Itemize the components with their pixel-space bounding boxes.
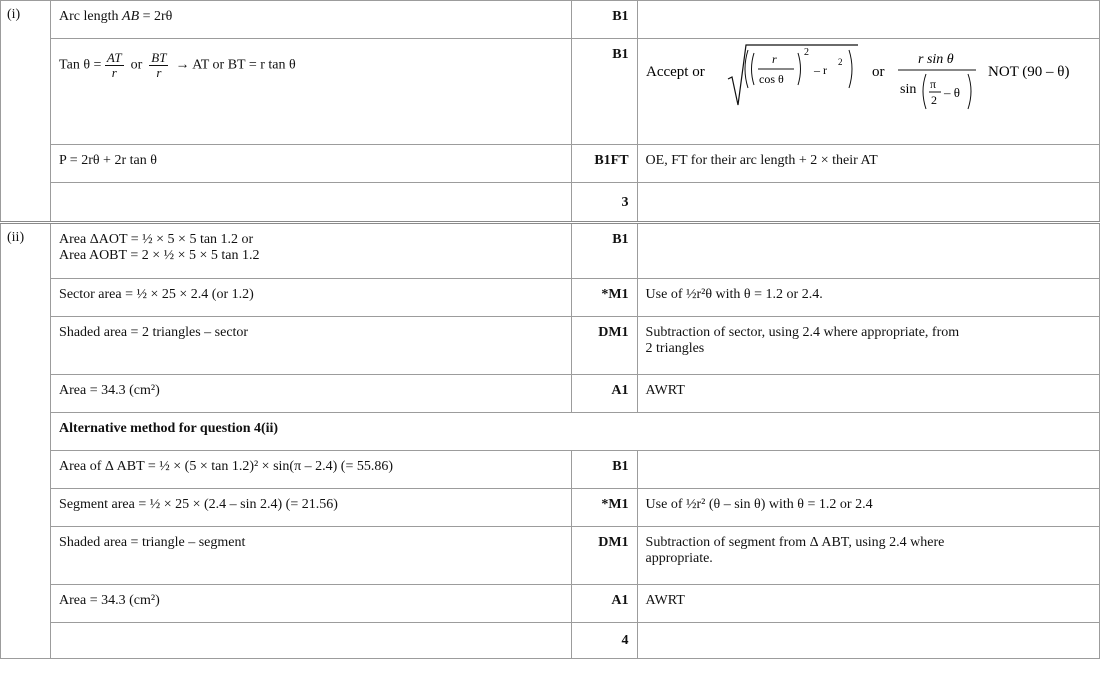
paren-right bbox=[968, 74, 971, 109]
paren-right bbox=[849, 50, 852, 88]
mark-cell: B1 bbox=[571, 39, 637, 145]
guidance-cell bbox=[637, 623, 1099, 659]
mark-cell: B1 bbox=[571, 1, 637, 39]
answer-text-rest: = 2rθ bbox=[139, 9, 173, 24]
answer-cell: Area = 34.3 (cm²) bbox=[51, 585, 571, 623]
minus-theta: – θ bbox=[943, 85, 960, 100]
guidance-cell: AWRT bbox=[637, 375, 1099, 413]
answer-cell: Area of Δ ABT = ½ × (5 × tan 1.2)² × sin(π – 2.4) (= 55.86) bbox=[51, 451, 571, 489]
paren-left bbox=[923, 74, 926, 109]
answer-line: Area AOBT = 2 × ½ × 5 × 5 tan 1.2 bbox=[59, 248, 260, 263]
table-row bbox=[1, 489, 1100, 527]
sqrt-sup: 2 bbox=[803, 47, 809, 58]
answer-cell bbox=[51, 39, 571, 145]
fraction-at-over-r bbox=[105, 51, 124, 80]
or-text: or bbox=[871, 64, 885, 80]
answer-cell: Segment area = ½ × 25 × (2.4 – sin 2.4) (= 21.56) bbox=[51, 489, 571, 527]
paren-inner-right bbox=[798, 53, 801, 85]
two-text: 2 bbox=[930, 93, 937, 107]
answer-text: Tan θ = bbox=[59, 57, 102, 73]
table-row bbox=[1, 1, 1100, 39]
sqrt-fraction-den: cos θ bbox=[758, 72, 784, 86]
mark-cell: A1 bbox=[571, 375, 637, 413]
mark-cell: *M1 bbox=[571, 489, 637, 527]
fraction-denominator: r bbox=[149, 65, 168, 80]
not-text: NOT (90 – θ) bbox=[987, 64, 1070, 80]
mark-cell: B1 bbox=[571, 451, 637, 489]
table-row bbox=[1, 451, 1100, 489]
mark-cell: B1 bbox=[571, 223, 637, 279]
alternative-method-heading: Alternative method for question 4(ii) bbox=[51, 413, 1100, 451]
answer-cell bbox=[51, 623, 571, 659]
answer-text-rest: → AT or BT = r tan θ bbox=[175, 57, 296, 73]
guidance-cell: OE, FT for their arc length + 2 × their AT bbox=[637, 145, 1099, 183]
sin-text: sin bbox=[899, 82, 916, 97]
guidance-cell bbox=[637, 317, 1099, 375]
mark-cell: DM1 bbox=[571, 527, 637, 585]
sqrt-sign bbox=[728, 45, 858, 105]
answer-cell: Shaded area = triangle – segment bbox=[51, 527, 571, 585]
guidance-line: 2 triangles bbox=[645, 341, 705, 356]
fraction-numerator: BT bbox=[151, 50, 167, 65]
table-row bbox=[1, 623, 1100, 659]
part-label-ii: (ii) bbox=[1, 223, 51, 659]
guidance-cell bbox=[637, 39, 1099, 145]
answer-var: AB bbox=[122, 9, 140, 24]
mark-cell: *M1 bbox=[571, 279, 637, 317]
guidance-line: Subtraction of sector, using 2.4 where appropriate, from bbox=[645, 325, 960, 340]
guidance-cell: AWRT bbox=[637, 585, 1099, 623]
table-row bbox=[1, 223, 1100, 279]
mark-cell: B1FT bbox=[571, 145, 637, 183]
part-label-i: (i) bbox=[1, 1, 51, 223]
sqrt-fraction-num: r bbox=[771, 52, 777, 66]
table-row bbox=[1, 279, 1100, 317]
answer-cell: Shaded area = 2 triangles – sector bbox=[51, 317, 571, 375]
table-row bbox=[1, 375, 1100, 413]
table-row bbox=[1, 413, 1100, 451]
guidance-cell bbox=[637, 1, 1099, 39]
paren-inner-left bbox=[751, 53, 754, 85]
answer-cell bbox=[51, 1, 571, 39]
table-row bbox=[1, 585, 1100, 623]
answer-cell: P = 2rθ + 2r tan θ bbox=[51, 145, 571, 183]
sqrt-minus-sup: 2 bbox=[837, 57, 843, 67]
table-row bbox=[1, 317, 1100, 375]
mark-cell: A1 bbox=[571, 585, 637, 623]
paren-left bbox=[745, 50, 748, 88]
total-mark-cell: 4 bbox=[571, 623, 637, 659]
sqrt-minus-r: – r bbox=[813, 63, 827, 77]
rsin-numerator: r sin θ bbox=[917, 52, 954, 67]
answer-cell: Area = 34.3 (cm²) bbox=[51, 375, 571, 413]
total-mark-cell: 3 bbox=[571, 183, 637, 223]
guidance-line: Subtraction of segment from Δ ABT, using 2.4 where bbox=[645, 535, 945, 550]
guidance-line: appropriate. bbox=[645, 551, 713, 566]
pi-text: π bbox=[929, 77, 936, 91]
guidance-cell bbox=[637, 527, 1099, 585]
guidance-cell: Use of ½r²θ with θ = 1.2 or 2.4. bbox=[637, 279, 1099, 317]
fraction-denominator: r bbox=[105, 65, 124, 80]
guidance-cell: Use of ½r² (θ – sin θ) with θ = 1.2 or 2.4 bbox=[637, 489, 1099, 527]
table-row bbox=[1, 527, 1100, 585]
or-text: or bbox=[130, 57, 143, 73]
fraction-numerator: AT bbox=[106, 50, 122, 65]
accept-formula bbox=[646, 41, 1094, 125]
answer-cell bbox=[51, 223, 571, 279]
guidance-cell bbox=[637, 223, 1099, 279]
fraction-bt-over-r bbox=[149, 51, 168, 80]
guidance-cell bbox=[637, 183, 1099, 223]
table-row bbox=[1, 183, 1100, 223]
table-row bbox=[1, 145, 1100, 183]
guidance-cell bbox=[637, 451, 1099, 489]
answer-cell bbox=[51, 183, 571, 223]
answer-cell: Sector area = ½ × 25 × 2.4 (or 1.2) bbox=[51, 279, 571, 317]
table-row bbox=[1, 39, 1100, 145]
mark-cell: DM1 bbox=[571, 317, 637, 375]
answer-text: Arc length bbox=[59, 9, 123, 24]
answer-line: Area ΔAOT = ½ × 5 × 5 tan 1.2 or bbox=[59, 232, 254, 247]
accept-text: Accept or bbox=[645, 64, 705, 80]
